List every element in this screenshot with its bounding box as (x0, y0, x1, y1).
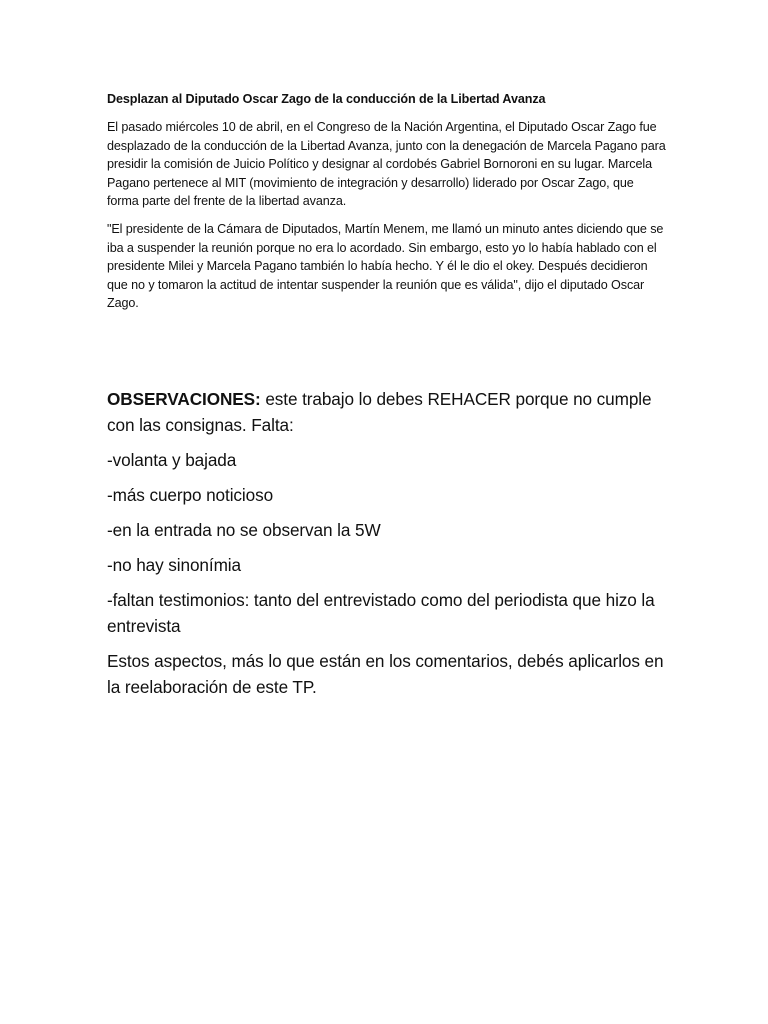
article-quote-paragraph: "El presidente de la Cámara de Diputados, Martín Menem, me llamó un minuto antes diciendo que se iba a suspender la reunión porque no era lo acordado. Sin embargo, esto yo lo había hablado con el presidente Milei y Marcela Pagano también lo había hecho. Y él le dio el okey. Después decidieron que no y tomaron la actitud de intentar suspender la reunión que es válida", dijo el diputado Oscar Zago. (107, 221, 664, 311)
observations-section (107, 386, 667, 709)
article-paragraph: El pasado miércoles 10 de abril, en el Congreso de la Nación Argentina, el Diputado Oscar Zago fue desplazado de la conducción de la Libertad Avanza, junto con la denegación de Marcela Pagano para presidir la comisión de Juicio Político y designar al cordobés Gabriel Bornoroni en su lugar. Marcela Pagano pertenece al MIT (movimiento de integración y desarrollo) liderado por Oscar Zago, que forma parte del frente de la libertad avanza. (107, 120, 666, 209)
observations-intro-text: este trabajo lo debes REHACER porque no cumple con las consignas. Falta: (107, 389, 652, 435)
observation-item: -volanta y bajada (107, 450, 237, 470)
article-title: Desplazan al Diputado Oscar Zago de la conducción de la Libertad Avanza (107, 92, 546, 106)
observation-item: -faltan testimonios: tanto del entrevistado como del periodista que hizo la entrevista (107, 590, 655, 636)
observation-item: -más cuerpo noticioso (107, 485, 274, 505)
observations-closing: Estos aspectos, más lo que están en los comentarios, debés aplicarlos en la reelaboración de este TP. (107, 651, 664, 697)
observations-intro (107, 386, 667, 438)
observations-label: OBSERVACIONES: (107, 389, 261, 409)
observation-item: -no hay sinonímia (107, 555, 241, 575)
observation-item: -en la entrada no se observan la 5W (107, 520, 381, 540)
article (107, 90, 667, 322)
